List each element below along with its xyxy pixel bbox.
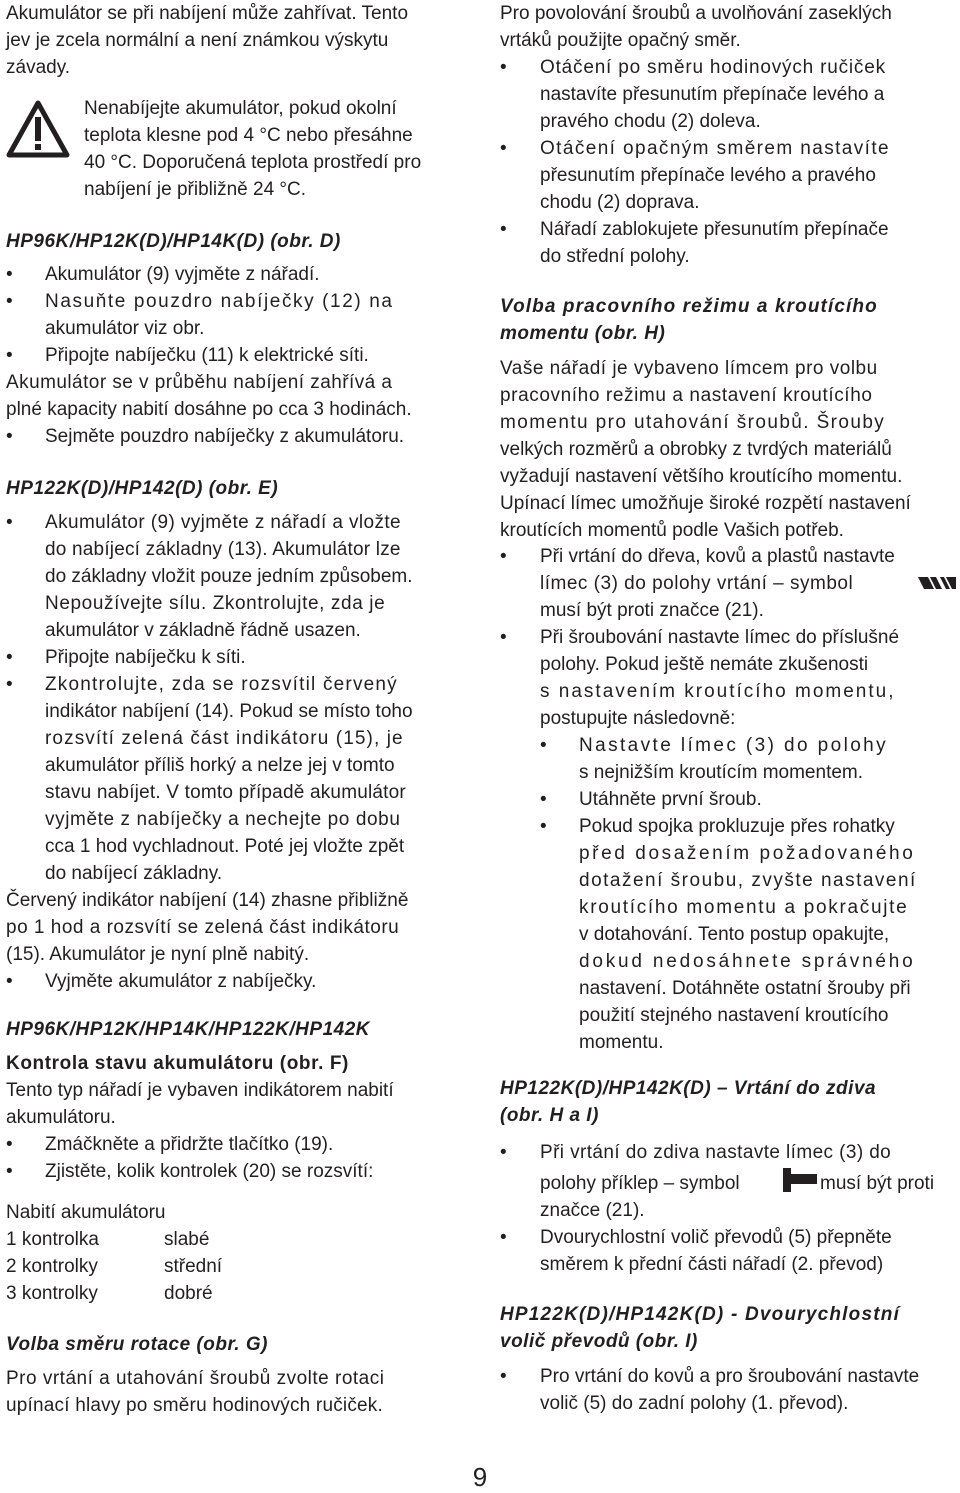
- h-line: Pokud spojka prokluzuje přes rohatky: [579, 816, 895, 837]
- intro-line: závady.: [6, 57, 71, 78]
- h-line: Upínací límec umožňuje široké rozpětí nastavení: [500, 493, 911, 514]
- bullet: •: [6, 674, 13, 695]
- d-line: plné kapacity nabití dosáhne po cca 3 hodinách.: [6, 399, 412, 420]
- bullet: •: [540, 816, 547, 837]
- i1-line: značce (21).: [540, 1200, 645, 1221]
- i1-line: směrem k přední části nářadí (2. převod): [540, 1254, 884, 1275]
- bullet: •: [6, 971, 13, 992]
- h-line: s nejnižším kroutícím momentem.: [579, 762, 864, 783]
- g-cont-line: nastavíte přesunutím přepínače levého a: [540, 84, 885, 105]
- g-cont-line: pravého chodu (2) doleva.: [540, 111, 761, 132]
- i1-line: musí být proti: [820, 1173, 935, 1194]
- heading-i2: HP122K(D)/HP142K(D) - Dvourychlostní: [500, 1304, 901, 1325]
- page-number: 9: [472, 1462, 488, 1492]
- e-line: (15). Akumulátor je nyní plně nabitý.: [6, 944, 310, 965]
- d-line: Akumulátor se v průběhu nabíjení zahřívá a: [6, 372, 393, 393]
- intro-line: jev je zcela normální a není známkou výskytu: [6, 30, 389, 51]
- g-cont-line: vrtáků použijte opačný směr.: [500, 30, 741, 51]
- bullet: •: [500, 219, 507, 240]
- warning-triangle-icon: [6, 100, 70, 158]
- h-line: v dotahování. Tento postup opakujte,: [579, 924, 890, 945]
- bullet: •: [500, 57, 507, 78]
- h-line: s nastavením kroutícího momentu,: [540, 681, 896, 702]
- e-line: Nepoužívejte sílu. Zkontrolujte, zda je: [45, 593, 386, 614]
- g-cont-line: chodu (2) doprava.: [540, 192, 700, 213]
- h-line: postupujte následovně:: [540, 708, 736, 729]
- heading-h: momentu (obr. H): [500, 323, 666, 344]
- h-line: velkých rozměrů a obrobky z tvrdých materiálů: [500, 439, 892, 460]
- heading-e: HP122K(D)/HP142(D) (obr. E): [6, 478, 279, 499]
- e-line: do základny vložit pouze jedním způsobem.: [45, 566, 413, 587]
- intro-line: Akumulátor se při nabíjení může zahřívat. Tento: [6, 3, 409, 24]
- bullet: •: [500, 138, 507, 159]
- table-cell: dobré: [164, 1283, 213, 1304]
- bullet: •: [6, 264, 13, 285]
- table-cell: slabé: [164, 1229, 210, 1250]
- heading-g: Volba směru rotace (obr. G): [6, 1334, 268, 1355]
- warning-line: Nenabíjejte akumulátor, pokud okolní: [84, 98, 397, 119]
- h-line: Vaše nářadí je vybaveno límcem pro volbu: [500, 358, 878, 379]
- drill-symbol-icon: [918, 574, 956, 592]
- d-line: Sejměte pouzdro nabíječky z akumulátoru.: [45, 426, 405, 447]
- e-line: indikátor nabíjení (14). Pokud se místo toho: [45, 701, 413, 722]
- g-cont-line: Pro povolování šroubů a uvolňování zaseklých: [500, 3, 892, 24]
- warning-line: teplota klesne pod 4 °C nebo přesáhne: [84, 125, 413, 146]
- i1-line: Při vrtání do zdiva nastavte límec (3) do: [540, 1142, 892, 1163]
- i1-line: Dvourychlostní volič převodů (5) přepněte: [540, 1227, 892, 1248]
- f-line: akumulátoru.: [6, 1107, 116, 1128]
- h-line: momentu pro utahování šroubů. Šrouby: [500, 412, 886, 433]
- bullet: •: [500, 1227, 507, 1248]
- g-cont-line: přesunutím přepínače levého a pravého: [540, 165, 876, 186]
- bullet: •: [6, 291, 13, 312]
- e-line: stavu nabíjet. V tomto případě akumulátor: [45, 782, 406, 803]
- i1-line: polohy příklep – symbol: [540, 1173, 740, 1194]
- warning-line: 40 °C. Doporučená teplota prostředí pro: [84, 152, 422, 173]
- bullet: •: [500, 546, 507, 567]
- h-line: pracovního režimu a nastavení kroutícího: [500, 385, 873, 406]
- i2-line: volič (5) do zadní polohy (1. převod).: [540, 1393, 849, 1414]
- table-title: Nabití akumulátoru: [6, 1202, 166, 1223]
- bullet: •: [500, 1142, 507, 1163]
- h-line: momentu.: [579, 1032, 664, 1053]
- i2-line: Pro vrtání do kovů a pro šroubování nastavte: [540, 1366, 920, 1387]
- table-cell: 2 kontrolky: [6, 1256, 98, 1277]
- h-line: Nastavte límec (3) do polohy: [579, 735, 889, 756]
- table-cell: 1 kontrolka: [6, 1229, 99, 1250]
- g-cont-line: Otáčení opačným směrem nastavíte: [540, 138, 890, 159]
- e-line: cca 1 hod vychladnout. Poté jej vložte zpět: [45, 836, 405, 857]
- e-line: vyjměte z nabíječky a nechejte po dobu: [45, 809, 401, 830]
- bullet: •: [6, 512, 13, 533]
- bullet: •: [6, 647, 13, 668]
- bullet: •: [540, 735, 547, 756]
- table-cell: 3 kontrolky: [6, 1283, 98, 1304]
- g-line: upínací hlavy po směru hodinových ručiček.: [6, 1395, 383, 1416]
- h-line: Při vrtání do dřeva, kovů a plastů nastavte: [540, 546, 895, 567]
- heading-i2: volič převodů (obr. I): [500, 1331, 698, 1352]
- f-line: Zmáčkněte a přidržte tlačítko (19).: [45, 1134, 334, 1155]
- h-line: límec (3) do polohy vrtání – symbol: [540, 573, 854, 594]
- g-cont-line: Otáčení po směru hodinových ručiček: [540, 57, 886, 78]
- d-line: Nasuňte pouzdro nabíječky (12) na: [45, 291, 394, 312]
- e-line: Připojte nabíječku k síti.: [45, 647, 246, 668]
- e-line: do nabíjecí základny (13). Akumulátor lze: [45, 539, 401, 560]
- g-cont-line: Nářadí zablokujete přesunutím přepínače: [540, 219, 889, 240]
- heading-f: Kontrola stavu akumulátoru (obr. F): [6, 1053, 349, 1074]
- e-line: Zkontrolujte, zda se rozsvítil červený: [45, 674, 398, 695]
- heading-d: HP96K/HP12K(D)/HP14K(D) (obr. D): [6, 231, 341, 252]
- heading-i1: (obr. H a I): [500, 1105, 599, 1126]
- e-line: do nabíjecí základny.: [45, 863, 223, 884]
- warning-line: nabíjení je přibližně 24 °C.: [84, 179, 307, 200]
- e-line: akumulátor příliš horký a nelze jej v tomto: [45, 755, 395, 776]
- h-line: polohy. Pokud ještě nemáte zkušenosti: [540, 654, 869, 675]
- e-line: Červený indikátor nabíjení (14) zhasne přibližně: [6, 890, 409, 911]
- f-line: Zjistěte, kolik kontrolek (20) se rozsvítí:: [45, 1161, 374, 1182]
- g-line: Pro vrtání a utahování šroubů zvolte rotaci: [6, 1368, 385, 1389]
- h-line: použití stejného nastavení kroutícího: [579, 1005, 889, 1026]
- h-line: vyžadují nastavení většího kroutícího momentu.: [500, 466, 903, 487]
- h-line: dokud nedosáhnete správného: [579, 951, 916, 972]
- bullet: •: [500, 1366, 507, 1387]
- hammer-symbol-icon: [781, 1166, 817, 1194]
- bullet: •: [6, 426, 13, 447]
- d-line: Připojte nabíječku (11) k elektrické síti.: [45, 345, 369, 366]
- heading-i1: HP122K(D)/HP142K(D) – Vrtání do zdiva: [500, 1078, 877, 1099]
- h-line: před dosažením požadovaného: [579, 843, 916, 864]
- bullet: •: [540, 789, 547, 810]
- bullet: •: [6, 345, 13, 366]
- g-cont-line: do střední polohy.: [540, 246, 690, 267]
- h-line: Utáhněte první šroub.: [579, 789, 762, 810]
- e-line: po 1 hod a rozsvítí se zelená část indikátoru: [6, 917, 400, 938]
- table-cell: střední: [164, 1256, 223, 1277]
- h-line: kroutících momentů podle Vašich potřeb.: [500, 520, 844, 541]
- bullet: •: [6, 1134, 13, 1155]
- e-line: rozsvítí zelená část indikátoru (15), je: [45, 728, 404, 749]
- d-line: akumulátor viz obr.: [45, 318, 205, 339]
- heading-models: HP96K/HP12K/HP14K/HP122K/HP142K: [6, 1019, 370, 1040]
- f-line: Tento typ nářadí je vybaven indikátorem nabití: [6, 1080, 394, 1101]
- h-line: musí být proti značce (21).: [540, 600, 764, 621]
- e-line: Akumulátor (9) vyjměte z nářadí a vložte: [45, 512, 402, 533]
- bullet: •: [500, 627, 507, 648]
- h-line: Při šroubování nastavte límec do příslušné: [540, 627, 900, 648]
- bullet: •: [6, 1161, 13, 1182]
- h-line: dotažení šroubu, zvyšte nastavení: [579, 870, 917, 891]
- heading-h: Volba pracovního režimu a kroutícího: [500, 296, 878, 317]
- e-line: Vyjměte akumulátor z nabíječky.: [45, 971, 317, 992]
- h-line: nastavení. Dotáhněte ostatní šrouby při: [579, 978, 911, 999]
- h-line: kroutícího momentu a pokračujte: [579, 897, 909, 918]
- d-line: Akumulátor (9) vyjměte z nářadí.: [45, 264, 320, 285]
- e-line: akumulátor v základně řádně usazen.: [45, 620, 361, 641]
